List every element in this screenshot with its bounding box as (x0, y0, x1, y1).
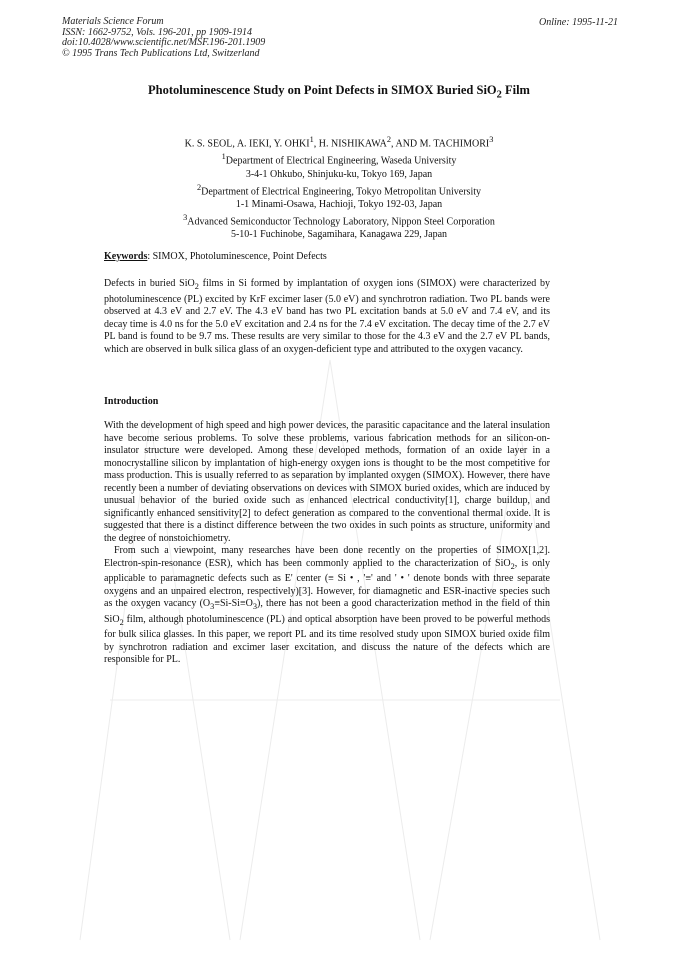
journal-name: Materials Science Forum (62, 16, 164, 27)
paper-title (0, 83, 678, 101)
intro-paragraph-2: From such a viewpoint, many researches have been done recently on the properties of SIMOX[1,2]. Electron-spin-resonance (ESR), which has been commonly applied to the characterization of SiO$_2$, is only applicable to paramagnetic defects such as E' center (≡ Si • , '≡' and ' • ' denote bonds with three separate oxygens and an unpaired electron, respectively)[3]. However, for diamagnetic and ESR-inactive species such as the oxygen vacancy $(O_3\equiv Si-Si\equiv O_3)$, there has not been a good characterization method in the field of thin SiO$_2$ film, although photoluminescence (PL) and optical absorption have been proved to be powerful methods for bulk silica glasses. In this paper, we report PL and its time resolved study upon SIMOX buried oxide film by synchrotron radiation and excimer laser excitation, and discuss the nature of the defects which are responsible for PL. (104, 545, 550, 665)
intro-paragraph-1: With the development of high speed and high power devices, the parasitic capacitance and the lateral insulation have become serious problems. To solve these problems, various fabrication methods for an silicon-on-insulator structure were developed. Among these developed methods, formation of an oxide layer in a monocrystalline silicon by implantation of high-energy oxygen ions is thought to be the most competitive for mass production. This is usually referred to as separation by implanted oxygen (SIMOX). However, there have recently been a number of deviating observations on devices with SIMOX buried oxides, which are induced by unusual behavior of the buried oxide such as enhanced electrical conductivity[1], charge buildup, and significantly enhanced sensitivity[2] to defect generation as compared to the conventional thermal oxide. It is suggested that there is a distinct difference between the two oxides in such points as structure, uniformity and the degree of nonstoichiometry. (104, 420, 550, 544)
affiliation-3-address: 5-10-1 Fuchinobe, Sagamihara, Kanagawa 229, Japan (230, 229, 448, 241)
keywords (104, 251, 327, 262)
keywords-text: : SIMOX, Photoluminescence, Point Defects (147, 251, 327, 262)
author-block (0, 133, 678, 241)
journal-header (62, 17, 265, 59)
affiliation-2-address: 1-1 Minami-Osawa, Hachioji, Tokyo 192-03, Japan (235, 198, 443, 210)
doi-line: doi:10.4028/www.scientific.net/MSF.196-201.1909 (62, 37, 266, 48)
copyright-line: © 1995 Trans Tech Publications Ltd, Switzerland (62, 47, 260, 59)
affiliation-1: $^1$Department of Electrical Engineering, Waseda University (221, 152, 457, 167)
issn-line: ISSN: 1662-9752, Vols. 196-201, pp 1909-1914 (62, 26, 252, 38)
author-names: K. S. SEOL, A. IEKI, Y. OHKI$^1$, H. NISHIKAWA$^2$, AND M. TACHIMORI$^3$ (184, 135, 494, 150)
online-date: Online: 1995-11-21 (539, 17, 618, 28)
affiliation-2: $^2$Department of Electrical Engineering, Tokyo Metropolitan University (196, 182, 482, 197)
abstract: Defects in buried SiO$_2$ films in Si formed by implantation of oxygen ions (SIMOX) were characterized by photoluminescence (PL) excited by KrF excimer laser (5.0 eV) and synchrotron radiation. Two PL bands were observed at 4.3 eV and 2.7 eV. The 4.3 eV band has two PL excitation bands at 5.0 eV and 7.4 eV, and its decay time is 4.0 ns for the 5.0 eV excitation and 2.4 ns for the 7.4 eV excitation. The decay time of the 2.7 eV PL band is found to be 9.7 ms. These results are very similar to those for the 4.3 eV and the 2.7 eV PL bands, which are observed in bulk silica glass of an oxygen-deficient type and attributed to the oxygen vacancy. (104, 278, 550, 355)
introduction-body (104, 420, 550, 667)
affiliation-1-address: 3-4-1 Ohkubo, Shinjuku-ku, Tokyo 169, Japan (245, 168, 433, 180)
title-end: Film (501, 83, 530, 97)
title-subscript: 2 (496, 89, 502, 101)
title-text: Photoluminescence Study on Point Defects in SIMOX Buried SiO (148, 83, 497, 97)
keywords-label: Keywords (104, 251, 148, 262)
section-heading-introduction: Introduction (104, 396, 159, 407)
affiliation-3: $^3$Advanced Semiconductor Technology Laboratory, Nippon Steel Corporation (183, 212, 495, 228)
